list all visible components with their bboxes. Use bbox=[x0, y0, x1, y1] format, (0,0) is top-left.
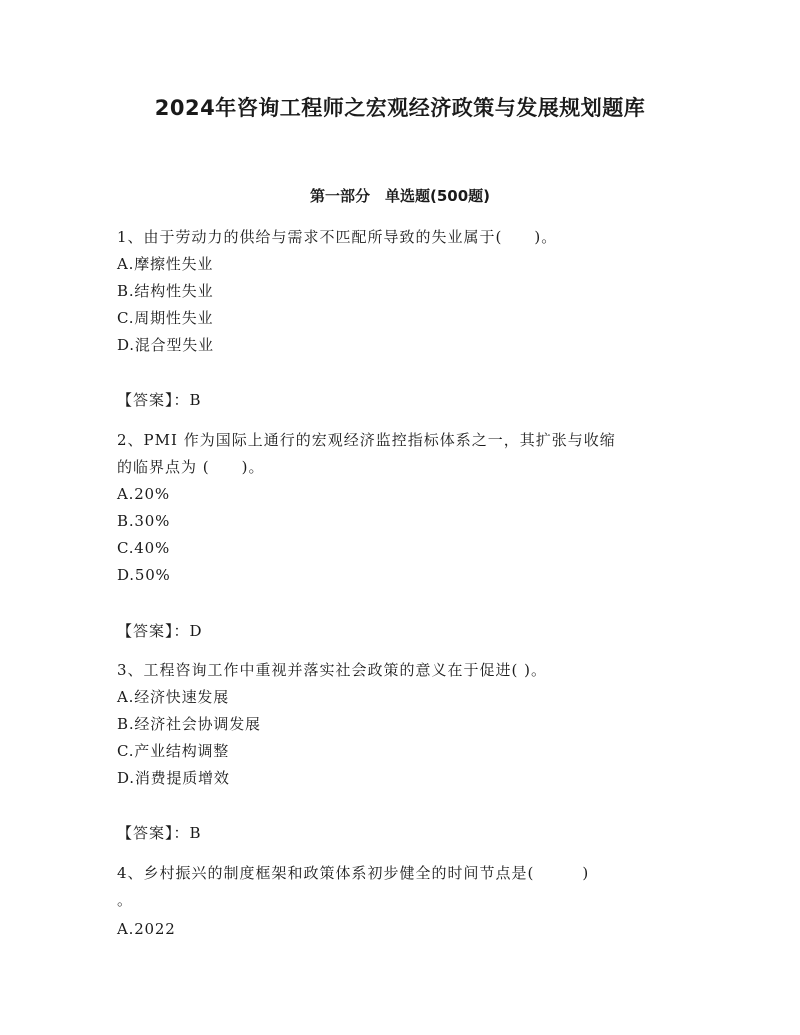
section-title: 第一部分 单选题(500题) bbox=[309, 187, 491, 205]
question-2-stem-line-1: 2、PMI 作为国际上通行的宏观经济监控指标体系之一，其扩张与收缩 bbox=[117, 431, 616, 449]
question-1-answer: 【答案】：B bbox=[117, 391, 202, 409]
question-3-option-a: A.经济快速发展 bbox=[117, 688, 230, 706]
question-3-option-d: D.消费提质增效 bbox=[117, 769, 230, 787]
question-1-option-b: B.结构性失业 bbox=[117, 282, 214, 300]
question-2-option-a: A.20% bbox=[117, 485, 170, 503]
question-2-option-d: D.50% bbox=[117, 566, 171, 584]
question-2-stem-line-2: 的临界点为 ( )。 bbox=[117, 458, 265, 476]
question-1-option-d: D.混合型失业 bbox=[117, 336, 214, 354]
question-4-stem-line-2: 。 bbox=[117, 891, 134, 909]
question-2-answer: 【答案】：D bbox=[117, 622, 203, 640]
question-3-option-b: B.经济社会协调发展 bbox=[117, 715, 261, 733]
question-3-option-c: C.产业结构调整 bbox=[117, 742, 230, 760]
question-1-option-a: A.摩擦性失业 bbox=[117, 255, 214, 273]
question-3-answer: 【答案】：B bbox=[117, 824, 202, 842]
question-4-option-a: A.2022 bbox=[117, 920, 176, 938]
question-1-option-c: C.周期性失业 bbox=[117, 309, 214, 327]
question-3-stem: 3、工程咨询工作中重视并落实社会政策的意义在于促进( )。 bbox=[117, 661, 548, 679]
question-2-option-b: B.30% bbox=[117, 512, 171, 530]
question-2-option-c: C.40% bbox=[117, 539, 171, 557]
question-4-stem-line-1: 4、乡村振兴的制度框架和政策体系初步健全的时间节点是( ) bbox=[117, 864, 590, 882]
question-1-stem: 1、由于劳动力的供给与需求不匹配所导致的失业属于( )。 bbox=[117, 228, 558, 246]
document-title: 2024年咨询工程师之宏观经济政策与发展规划题库 bbox=[154, 96, 646, 120]
